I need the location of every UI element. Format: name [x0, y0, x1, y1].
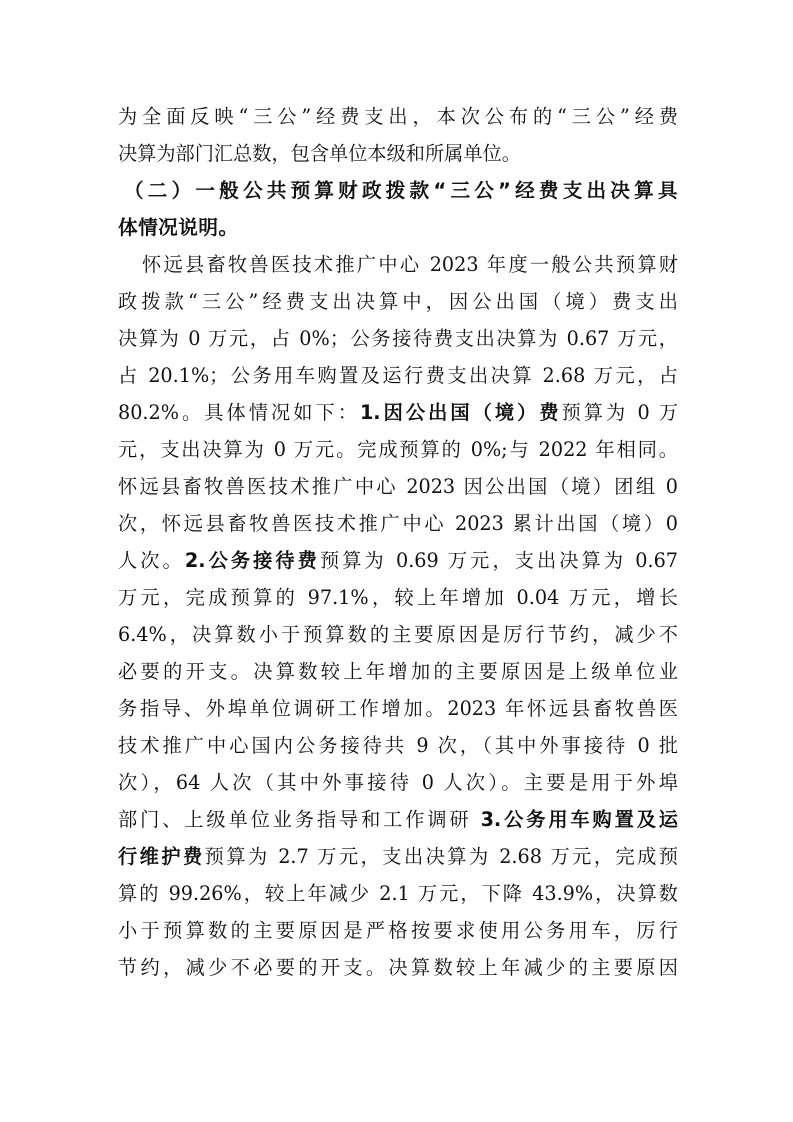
document-page [118, 98, 678, 986]
bold-item-title: 1.因公出国（境）费 [359, 401, 562, 424]
paragraph-line: 元，支出决算为 0 万元。完成预算的 0%;与 2022 年相同。 [118, 438, 678, 461]
section-heading: 体情况说明。 [118, 216, 239, 239]
bold-item-title: 3.公务用车购置及运 [480, 808, 678, 831]
section-heading: （二）一般公共预算财政拨款“三公”经费支出决算具 [124, 179, 678, 202]
paragraph-line: 次），64 人次（其中外事接待 0 人次）。主要是用于外埠 [118, 771, 678, 794]
paragraph-line: 务指导、外埠单位调研工作增加。2023 年怀远县畜牧兽医 [118, 697, 678, 720]
paragraph-line [118, 394, 678, 431]
paragraph-line: 节约，减少不必要的开支。决算数较上年减少的主要原因 [118, 956, 678, 979]
paragraph-line: 小于预算数的主要原因是严格按要求使用公务用车，厉行 [118, 919, 678, 942]
paragraph-line: 必要的开支。决算数较上年增加的主要原因是上级单位业 [118, 660, 678, 683]
paragraph-line: 决算为 0 万元，占 0%；公务接待费支出决算为 0.67 万元， [118, 327, 678, 350]
paragraph-line [118, 838, 678, 875]
paragraph-line [118, 542, 678, 579]
bold-item-title: 行维护费 [118, 845, 205, 868]
body-text: 预算为 0.69 万元，支出决算为 0.67 [319, 549, 679, 572]
body-text: 80.2%。具体情况如下： [118, 401, 360, 424]
paragraph-line: 万元，完成预算的 97.1%，较上年增加 0.04 万元，增长 [118, 586, 678, 609]
bold-item-title: 2.公务接待费 [184, 549, 320, 572]
paragraph-line [118, 801, 678, 838]
paragraph-line: 算的 99.26%，较上年减少 2.1 万元，下降 43.9%，决算数 [118, 882, 678, 905]
paragraph-line: 6.4%，决算数小于预算数的主要原因是厉行节约，减少不 [118, 623, 678, 646]
paragraph-line: 怀远县畜牧兽医技术推广中心 2023 年度一般公共预算财 [142, 253, 678, 276]
paragraph-line: 为全面反映“三公”经费支出，本次公布的“三公”经费 [118, 105, 678, 128]
body-text: 预算为 2.7 万元，支出决算为 2.68 万元，完成预 [204, 845, 678, 868]
paragraph-line: 决算为部门汇总数，包含单位本级和所属单位。 [118, 142, 521, 165]
paragraph-line: 政拨款“三公”经费支出决算中，因公出国（境）费支出 [118, 290, 678, 313]
body-text: 人次。 [118, 549, 185, 572]
paragraph-line: 怀远县畜牧兽医技术推广中心 2023 因公出国（境）团组 0 [118, 475, 678, 498]
paragraph-line: 次，怀远县畜牧兽医技术推广中心 2023 累计出国（境）0 [118, 512, 678, 535]
paragraph-line: 技术推广中心国内公务接待共 9 次，（其中外事接待 0 批 [118, 734, 678, 757]
paragraph-line: 占 20.1%；公务用车购置及运行费支出决算 2.68 万元，占 [118, 364, 678, 387]
body-text: 部门、上级单位业务指导和工作调研 [118, 808, 481, 831]
body-text: 预算为 0 万 [561, 401, 678, 424]
